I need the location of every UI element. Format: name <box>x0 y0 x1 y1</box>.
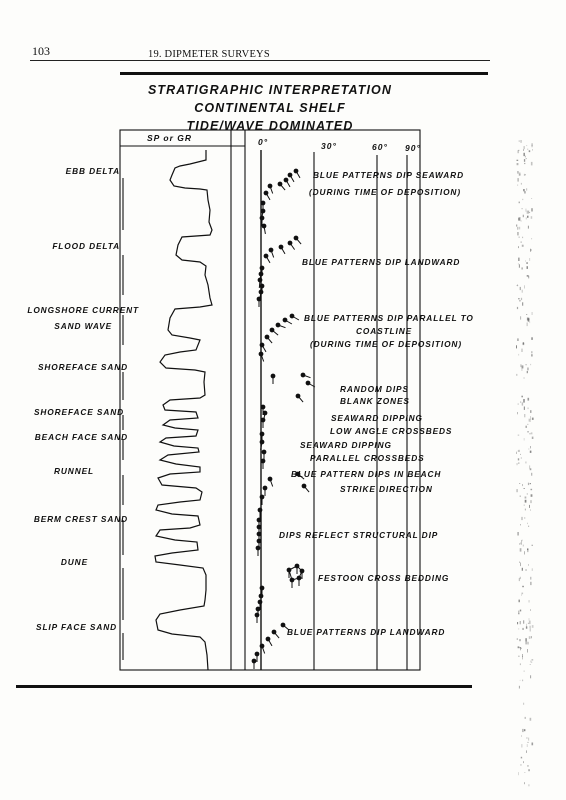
note-structural-dip: DIPS REFLECT STRUCTURAL DIP <box>279 530 439 540</box>
dip-scale-60: 60° <box>372 142 388 152</box>
note-coastline: COASTLINE <box>356 326 413 336</box>
page-number: 103 <box>32 44 50 58</box>
facies-beach-face-sand: BEACH FACE SAND <box>34 432 128 442</box>
dip-tadpole-tail-24 <box>272 330 278 335</box>
facies-runnel: RUNNEL <box>54 466 94 476</box>
dip-scale-0: 0° <box>258 137 269 147</box>
dip-tadpole-tail-43 <box>304 486 309 492</box>
note-dip-landward-1: BLUE PATTERNS DIP LANDWARD <box>302 257 461 267</box>
chapter-title: 19. DIPMETER SURVEYS <box>148 49 270 60</box>
note-dip-seaward: BLUE PATTERNS DIP SEAWARD <box>313 170 464 180</box>
note-beach-strike: BLUE PATTERN DIPS IN BEACH <box>291 469 442 479</box>
note-dip-parallel: BLUE PATTERNS DIP PARALLEL TO <box>304 313 474 323</box>
facies-berm-crest-sand: BERM CREST SAND <box>33 514 128 524</box>
note-strike-direction: STRIKE DIRECTION <box>340 484 433 494</box>
facies-dune: DUNE <box>60 557 88 567</box>
facies-shoreface-sand-1: SHOREFACE SAND <box>37 362 128 372</box>
log-header: SP or GR <box>147 133 192 143</box>
facies-flood-delta: FLOOD DELTA <box>52 241 120 251</box>
dip-scale-90: 90° <box>405 143 421 153</box>
figure-title-line-3: TIDE/WAVE DOMINATED <box>186 119 354 133</box>
dip-tadpole-tail-10 <box>296 238 301 244</box>
note-seaward-dipping-1: SEAWARD DIPPING <box>331 413 423 423</box>
dip-tadpole-tail-31 <box>298 396 303 402</box>
dip-tadpole-tail-61 <box>274 632 279 638</box>
facies-shoreface-sand-2: SHOREFACE SAND <box>33 407 124 417</box>
scan-margin-speckle <box>508 0 566 800</box>
figure-title-line-2: CONTINENTAL SHELF <box>194 101 346 115</box>
note-random-dips: RANDOM DIPS <box>340 384 409 394</box>
facies-slip-face-sand: SLIP FACE SAND <box>36 622 117 632</box>
dip-tadpole-tail-25 <box>267 337 272 343</box>
note-parallel-crossbeds: PARALLEL CROSSBEDS <box>310 453 425 463</box>
figure-title-line-1: STRATIGRAPHIC INTERPRETATION <box>148 83 392 97</box>
facies-longshore-current: LONGSHORE CURRENT <box>27 305 139 315</box>
dip-tadpole-tail-11 <box>290 243 295 250</box>
note-seaward-dipping-2: SEAWARD DIPPING <box>300 440 392 450</box>
dip-tadpole-tail-3 <box>280 184 285 190</box>
note-low-angle-crossbeds: LOW ANGLE CROSSBEDS <box>330 426 453 436</box>
figure-bottom-rule <box>16 685 472 688</box>
note-time-of-deposition-1: (DURING TIME OF DEPOSITION) <box>309 187 461 197</box>
facies-sand-wave: SAND WAVE <box>54 321 112 331</box>
sp-gr-log-curve <box>155 150 212 670</box>
note-time-of-deposition-2: (DURING TIME OF DEPOSITION) <box>310 339 462 349</box>
note-dip-landward-2: BLUE PATTERNS DIP LANDWARD <box>287 627 446 637</box>
note-blank-zones: BLANK ZONES <box>340 396 410 406</box>
note-festoon-cross-bedding: FESTOON CROSS BEDDING <box>318 573 450 583</box>
dip-scale-30: 30° <box>321 141 337 151</box>
facies-ebb-delta: EBB DELTA <box>65 166 120 176</box>
